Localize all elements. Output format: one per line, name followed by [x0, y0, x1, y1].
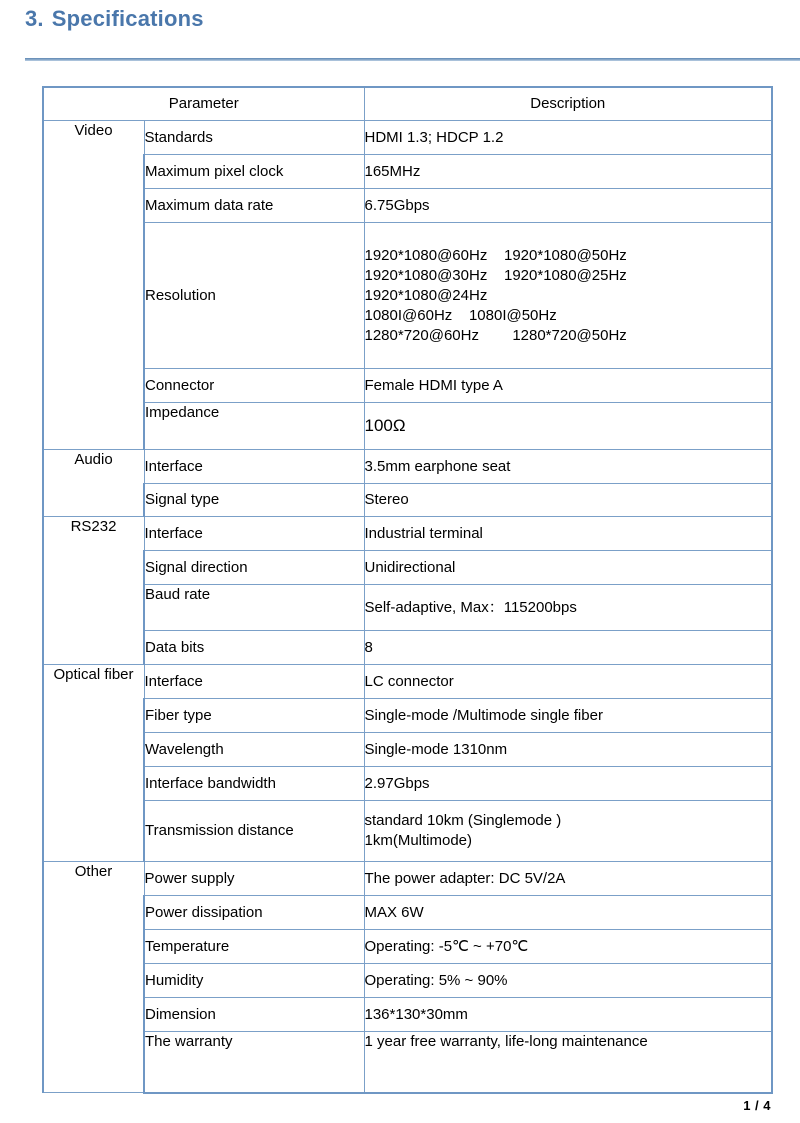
category-cell-audio: Audio — [43, 450, 144, 517]
category-cell-rs232: RS232 — [43, 517, 144, 665]
description-cell: Unidirectional — [364, 551, 772, 585]
parameter-cell: Resolution — [144, 223, 364, 369]
description-cell: 2.97Gbps — [364, 767, 772, 801]
category-cell-optical-fiber: Optical fiber — [43, 665, 144, 862]
table-row — [43, 1032, 772, 1093]
description-line: 1920*1080@24Hz — [364, 286, 488, 304]
table-row — [43, 551, 772, 585]
table-row — [43, 767, 772, 801]
table-body — [43, 87, 772, 1093]
description-cell: Single-mode 1310nm — [364, 733, 772, 767]
table-row — [43, 665, 772, 699]
parameter-cell: Baud rate — [144, 585, 364, 631]
description-line: 1920*1080@30Hz 1920*1080@25Hz — [364, 266, 627, 284]
parameter-cell: Maximum data rate — [144, 189, 364, 223]
parameter-cell: Power supply — [144, 862, 364, 896]
description-cell: Operating: 5% ~ 90% — [364, 964, 772, 998]
description-cell: 165MHz — [364, 155, 772, 189]
parameter-cell: Humidity — [144, 964, 364, 998]
specifications-table — [42, 86, 773, 1094]
description-line: standard 10km (Singlemode ) — [364, 812, 562, 829]
parameter-cell: The warranty — [144, 1032, 364, 1093]
section-title-text: Specifications — [51, 6, 204, 31]
description-line: 1km(Multimode) — [364, 832, 473, 849]
parameter-cell: Connector — [144, 369, 364, 403]
table-row — [43, 930, 772, 964]
description-line: 1280*720@60Hz 1280*720@50Hz — [364, 326, 627, 344]
table-row — [43, 998, 772, 1032]
section-heading — [25, 4, 775, 34]
parameter-cell: Interface — [144, 517, 364, 551]
table-row — [43, 121, 772, 155]
parameter-cell: Signal direction — [144, 551, 364, 585]
description-cell: Single-mode /Multimode single fiber — [364, 699, 772, 733]
parameter-cell: Maximum pixel clock — [144, 155, 364, 189]
category-cell-video: Video — [43, 121, 144, 450]
parameter-cell: Interface — [144, 450, 364, 484]
description-cell: 3.5mm earphone seat — [364, 450, 772, 484]
page-number: 1 / 4 — [743, 1098, 771, 1113]
description-cell — [364, 223, 772, 369]
description-cell: Self-adaptive, Max：115200bps — [364, 585, 772, 631]
description-cell: Industrial terminal — [364, 517, 772, 551]
table-row — [43, 801, 772, 862]
table-row — [43, 896, 772, 930]
description-cell — [364, 801, 772, 862]
table-row — [43, 189, 772, 223]
description-cell: 8 — [364, 631, 772, 665]
parameter-cell: Signal type — [144, 484, 364, 517]
parameter-cell: Fiber type — [144, 699, 364, 733]
table-row — [43, 484, 772, 517]
parameter-cell: Data bits — [144, 631, 364, 665]
parameter-cell: Interface bandwidth — [144, 767, 364, 801]
description-cell: HDMI 1.3; HDCP 1.2 — [364, 121, 772, 155]
table-row — [43, 223, 772, 369]
table-row — [43, 964, 772, 998]
column-header-parameter: Parameter — [43, 87, 364, 121]
description-cell: 100Ω — [364, 403, 772, 450]
description-cell: Stereo — [364, 484, 772, 517]
description-line: 1920*1080@60Hz 1920*1080@50Hz — [364, 246, 627, 264]
parameter-cell: Dimension — [144, 998, 364, 1032]
table-row — [43, 733, 772, 767]
table-row — [43, 450, 772, 484]
table-row — [43, 862, 772, 896]
description-cell: 1 year free warranty, life-long maintenance — [364, 1032, 772, 1093]
table-header-row — [43, 87, 772, 121]
parameter-cell: Transmission distance — [144, 801, 364, 862]
description-cell: 6.75Gbps — [364, 189, 772, 223]
description-cell: 136*130*30mm — [364, 998, 772, 1032]
page-title — [25, 4, 775, 34]
table-row — [43, 369, 772, 403]
heading-divider — [25, 58, 800, 61]
category-cell-other: Other — [43, 862, 144, 1093]
table-row — [43, 585, 772, 631]
section-number: 3. — [25, 6, 44, 31]
parameter-cell: Impedance — [144, 403, 364, 450]
description-cell: Operating: -5℃ ~ +70℃ — [364, 930, 772, 964]
table-row — [43, 517, 772, 551]
parameter-cell: Interface — [144, 665, 364, 699]
page-footer — [0, 1098, 800, 1113]
parameter-cell: Wavelength — [144, 733, 364, 767]
description-line: 1080I@60Hz 1080I@50Hz — [364, 306, 557, 324]
description-cell: LC connector — [364, 665, 772, 699]
description-cell: Female HDMI type A — [364, 369, 772, 403]
table-row — [43, 155, 772, 189]
parameter-cell: Temperature — [144, 930, 364, 964]
table-row — [43, 631, 772, 665]
table-row — [43, 403, 772, 450]
description-cell: MAX 6W — [364, 896, 772, 930]
description-cell: The power adapter: DC 5V/2A — [364, 862, 772, 896]
parameter-cell: Standards — [144, 121, 364, 155]
parameter-cell: Power dissipation — [144, 896, 364, 930]
column-header-description: Description — [364, 87, 772, 121]
table-row — [43, 699, 772, 733]
